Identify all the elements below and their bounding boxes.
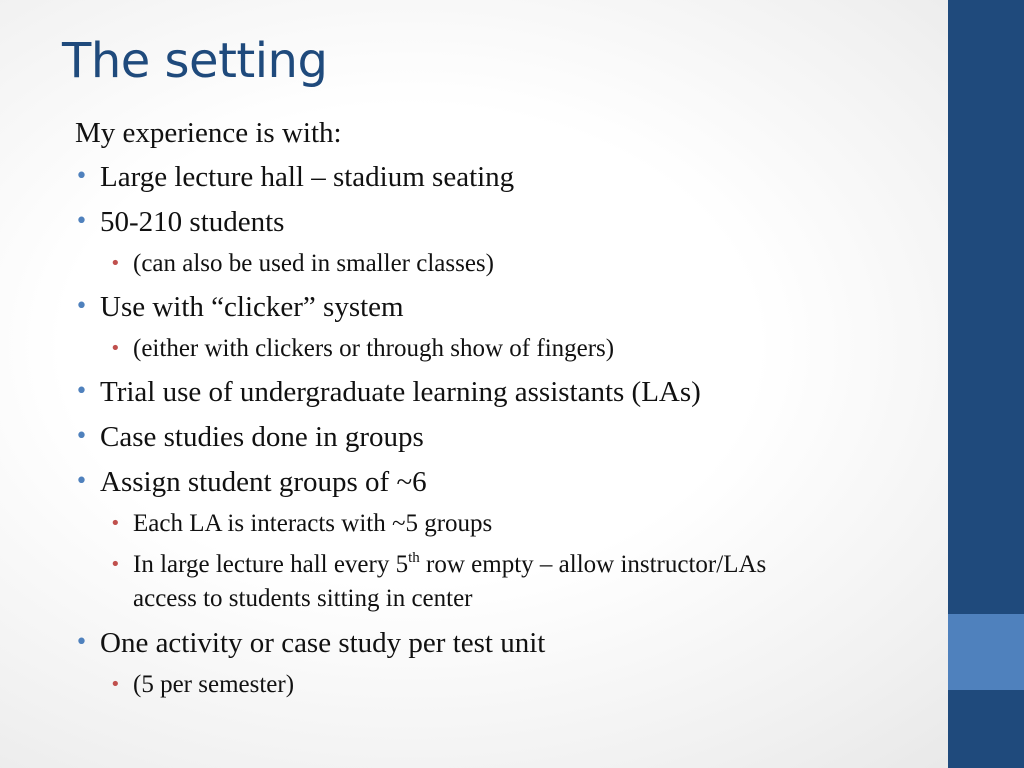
bullet-text: Trial use of undergraduate learning assistants (LAs) xyxy=(100,376,701,408)
bullet-item xyxy=(75,418,935,456)
bullet-dot-icon: • xyxy=(75,164,88,189)
sub-bullet-dot-icon: • xyxy=(110,674,121,695)
sub-bullet-dot-icon: • xyxy=(110,513,121,534)
sidebar-accent-block xyxy=(948,614,1024,690)
bullet-text: One activity or case study per test unit xyxy=(100,627,546,659)
bullet-item xyxy=(75,373,935,411)
sub-bullet-item xyxy=(75,248,935,280)
bullet-item xyxy=(75,158,935,196)
bullet-item xyxy=(75,624,935,662)
bullet-text: Case studies done in groups xyxy=(100,421,424,453)
bullet-dot-icon: • xyxy=(75,379,88,404)
slide-body xyxy=(75,114,935,709)
bullet-text: Use with “clicker” system xyxy=(100,291,404,323)
bullet-text: Large lecture hall – stadium seating xyxy=(100,161,515,193)
sub-bullet-dot-icon: • xyxy=(110,554,121,575)
sub-bullet-text: (5 per semester) xyxy=(133,671,295,698)
bullet-dot-icon: • xyxy=(75,424,88,449)
sub-bullet-item xyxy=(75,548,833,616)
sub-bullet-text-start: In large lecture hall every 5 xyxy=(133,551,409,578)
sub-bullet-text: (can also be used in smaller classes) xyxy=(133,250,494,277)
intro-text: My experience is with: xyxy=(75,117,342,149)
sub-bullet-item xyxy=(75,508,935,540)
bullet-text: 50-210 students xyxy=(100,206,285,238)
bullet-dot-icon: • xyxy=(75,209,88,234)
sub-bullet-item xyxy=(75,333,935,365)
bullet-item xyxy=(75,203,935,241)
bullet-item xyxy=(75,463,935,501)
bullet-text: Assign student groups of ~6 xyxy=(100,466,427,498)
sub-bullet-item xyxy=(75,669,935,701)
sub-bullet-text: Each LA is interacts with ~5 groups xyxy=(133,510,493,537)
bullet-dot-icon: • xyxy=(75,294,88,319)
sub-bullet-text: (either with clickers or through show of fingers) xyxy=(133,335,615,362)
sub-bullet-dot-icon: • xyxy=(110,338,121,359)
slide-title: The setting xyxy=(62,33,328,89)
superscript-th: th xyxy=(408,550,420,566)
bullet-item xyxy=(75,288,935,326)
sub-bullet-dot-icon: • xyxy=(110,253,121,274)
bullet-dot-icon: • xyxy=(75,630,88,655)
bullet-dot-icon: • xyxy=(75,469,88,494)
sub-bullet-text-end: row empty – allow instructor/LAs access to students sitting in center xyxy=(133,551,767,612)
